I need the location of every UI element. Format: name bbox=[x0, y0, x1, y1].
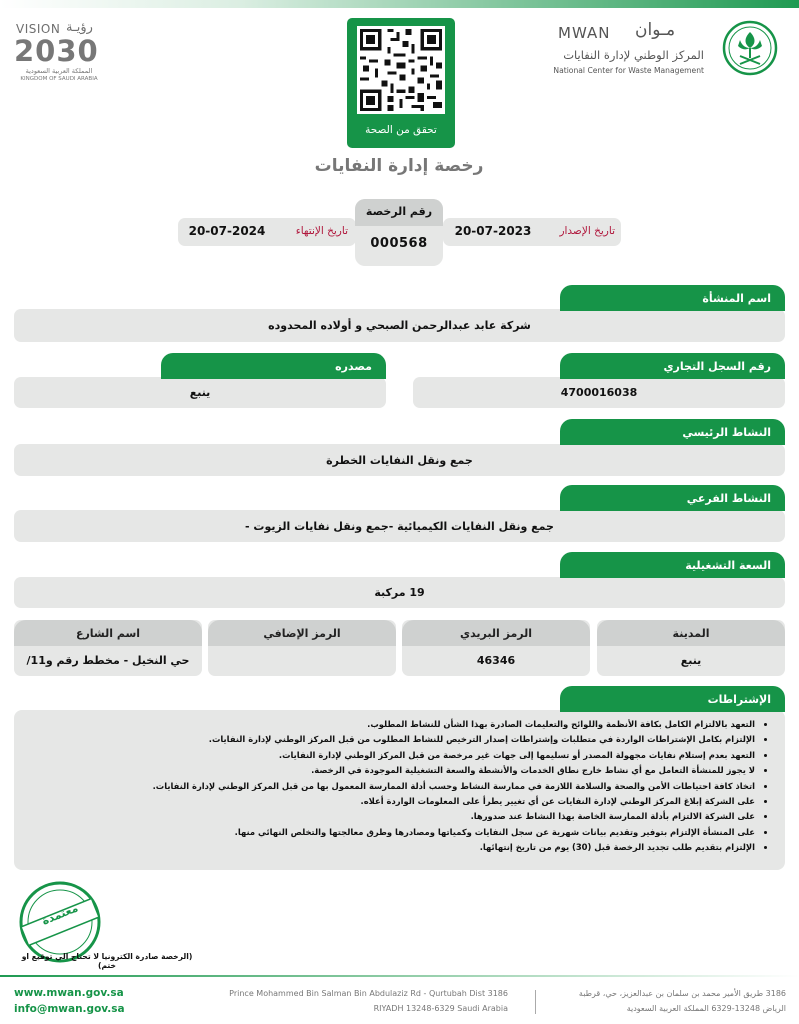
vision-2030-logo bbox=[14, 22, 114, 84]
issue-date-value: 20-07-2023 bbox=[454, 224, 532, 238]
postal-label: الرمز البريدي bbox=[459, 626, 533, 640]
footer-website[interactable]: www.mwan.gov.sa bbox=[14, 987, 124, 999]
sub-activity-header bbox=[560, 485, 785, 511]
center-ar-label: المركز الوطني لإدارة النفايات bbox=[563, 48, 704, 62]
condition-item: • الإلتزام بتقديم طلب تجديد الرخصة قبل (30) يوم من تاريخ إنتهائها. bbox=[26, 840, 755, 855]
cr-value: 4700016038 bbox=[560, 386, 638, 399]
postal-value: 46346 bbox=[476, 654, 516, 667]
mwan-ar-label: مـوان bbox=[635, 20, 676, 40]
condition-item: • الإلتزام بكامل الإشتراطات الواردة في متطلبات وإشتراطات إصدار الترخيص للنشاط المطلوب من قبل المركز الوطني لإدارة النفايات. bbox=[26, 732, 755, 747]
license-number-value: 000568 bbox=[370, 236, 428, 251]
main-activity-value: جمع ونقل النفايات الخطرة bbox=[326, 453, 473, 467]
cr-header bbox=[560, 353, 785, 379]
condition-item: • على الشركة الالتزام بأدلة الممارسة الخاصة بهذا النشاط عند صدورها. bbox=[26, 809, 755, 824]
qr-code-image[interactable] bbox=[357, 26, 445, 114]
street-label: اسم الشارع bbox=[75, 626, 141, 640]
additional-header bbox=[208, 620, 396, 646]
condition-item: • على المنشأة الإلتزام بتوفير وتقديم بيانات شهرية عن سجل النفايات وكمياتها ومصادرها وطرق معالجتها والتخلص النهائي منها. bbox=[26, 825, 755, 840]
condition-item: • على الشركة إبلاغ المركز الوطني لإدارة النفايات عن أي تغيير يطرأ على المعلومات الواردة أعلاه. bbox=[26, 794, 755, 809]
vision-ar-label: رؤيـة bbox=[66, 20, 93, 35]
main-activity-label: النشاط الرئيسي bbox=[682, 425, 771, 439]
capacity-value-box bbox=[14, 577, 785, 608]
sub-activity-label: النشاط الفرعي bbox=[686, 491, 771, 505]
capacity-value: 19 مركبة bbox=[374, 586, 425, 599]
city-header bbox=[597, 620, 785, 646]
capacity-header bbox=[560, 552, 785, 578]
mwan-en-label: MWAN bbox=[558, 24, 611, 42]
city-value: ينبع bbox=[680, 654, 702, 667]
mwan-emblem-icon bbox=[722, 20, 778, 76]
center-en-label: National Center for Waste Management bbox=[553, 66, 704, 75]
source-value-box bbox=[14, 377, 386, 408]
cr-value-box bbox=[413, 377, 785, 408]
stamp-note: (الرخصة صادرة الكترونيا لا تحتاج الي توقيع او ختم) bbox=[21, 952, 193, 970]
stamp-text: معتمدة bbox=[40, 901, 80, 928]
mwan-logo-block bbox=[540, 20, 785, 90]
city-label: المدينة bbox=[672, 626, 710, 640]
sub-activity-value: جمع ونقل النفايات الكيميائية -جمع ونقل نفايات الزيوت - bbox=[245, 519, 554, 533]
conditions-list bbox=[26, 717, 773, 856]
footer-address-ar-2: الرياض 13248-6329 المملكة العربية السعودية bbox=[626, 1004, 786, 1013]
top-accent-bar bbox=[0, 0, 799, 8]
expiry-date-label: تاريخ الإنتهاء bbox=[295, 225, 348, 237]
issue-date-label: تاريخ الإصدار bbox=[559, 225, 615, 237]
capacity-label: السعة التشغيلية bbox=[685, 558, 771, 572]
condition-item: • التعهد بالالتزام الكامل بكافة الأنظمة واللوائح والتعليمات الصادرة بهذا الشأن للنشاط المطلوب. bbox=[26, 717, 755, 732]
condition-item: • اتخاذ كافة احتياطات الأمن والصحة والسلامة اللازمة في ممارسة النشاط وحسب أدلة الممارسة المعمول بها من قبل المركز الوطني لإدارة النفايات. bbox=[26, 779, 755, 794]
footer-divider bbox=[0, 975, 799, 977]
footer-address-ar-1: 3186 طريق الأمير محمد بن سلمان بن عبدالعزيز، حي، قرطبة bbox=[578, 989, 786, 998]
sub-activity-value-box bbox=[14, 510, 785, 542]
conditions-box bbox=[14, 710, 785, 870]
postal-header bbox=[402, 620, 590, 646]
license-number-label: رقم الرخصة bbox=[365, 205, 433, 218]
street-value: حي النخيل - مخطط رقم و11/ bbox=[26, 654, 190, 667]
establishment-value-box bbox=[14, 309, 785, 342]
source-label: مصدره bbox=[335, 359, 372, 373]
establishment-label: اسم المنشأة bbox=[702, 291, 771, 305]
establishment-header bbox=[560, 285, 785, 311]
footer-separator bbox=[535, 990, 536, 1014]
conditions-header bbox=[560, 686, 785, 712]
vision-sub-ar: المملكة العربية السعودية bbox=[25, 67, 93, 75]
main-activity-value-box bbox=[14, 444, 785, 476]
footer-address-en-2: RIYADH 13248-6329 Saudi Arabia bbox=[373, 1004, 508, 1013]
verify-label: تحقق من الصحة bbox=[365, 124, 437, 136]
condition-item: • لا يجوز للمنشأة التعامل مع أي نشاط خارج نطاق الخدمات والأنشطة والسعة التشغيلية الموجودة في الرخصة. bbox=[26, 763, 755, 778]
cr-label: رقم السجل التجاري bbox=[663, 359, 771, 373]
license-title: رخصة إدارة النفايات bbox=[314, 156, 484, 176]
street-header bbox=[14, 620, 202, 646]
establishment-value: شركة عابد عبدالرحمن الصبحي و أولاده المحدوده bbox=[268, 319, 531, 332]
expiry-date-value: 20-07-2024 bbox=[188, 224, 266, 238]
vision-en-label: VISION bbox=[16, 22, 61, 36]
conditions-label: الإشتراطات bbox=[707, 692, 771, 706]
main-activity-header bbox=[560, 419, 785, 445]
qr-verify-card[interactable] bbox=[347, 18, 455, 148]
source-value: ينبع bbox=[189, 386, 211, 399]
footer-email[interactable]: info@mwan.gov.sa bbox=[14, 1003, 125, 1015]
condition-item: • التعهد بعدم إستلام نفايات مجهولة المصدر أو تسليمها إلى جهات غير مرخصة من قبل المركز الوطني لإدارة النفايات. bbox=[26, 748, 755, 763]
source-header bbox=[161, 353, 386, 379]
vision-year: 2030 bbox=[14, 34, 99, 68]
vision-sub-en: KINGDOM OF SAUDI ARABIA bbox=[20, 76, 98, 82]
footer-address-en-1: Prince Mohammed Bin Salman Bin Abdulaziz Rd - Qurtubah Dist 3186 bbox=[229, 989, 508, 998]
additional-label: الرمز الإضافي bbox=[263, 626, 341, 640]
